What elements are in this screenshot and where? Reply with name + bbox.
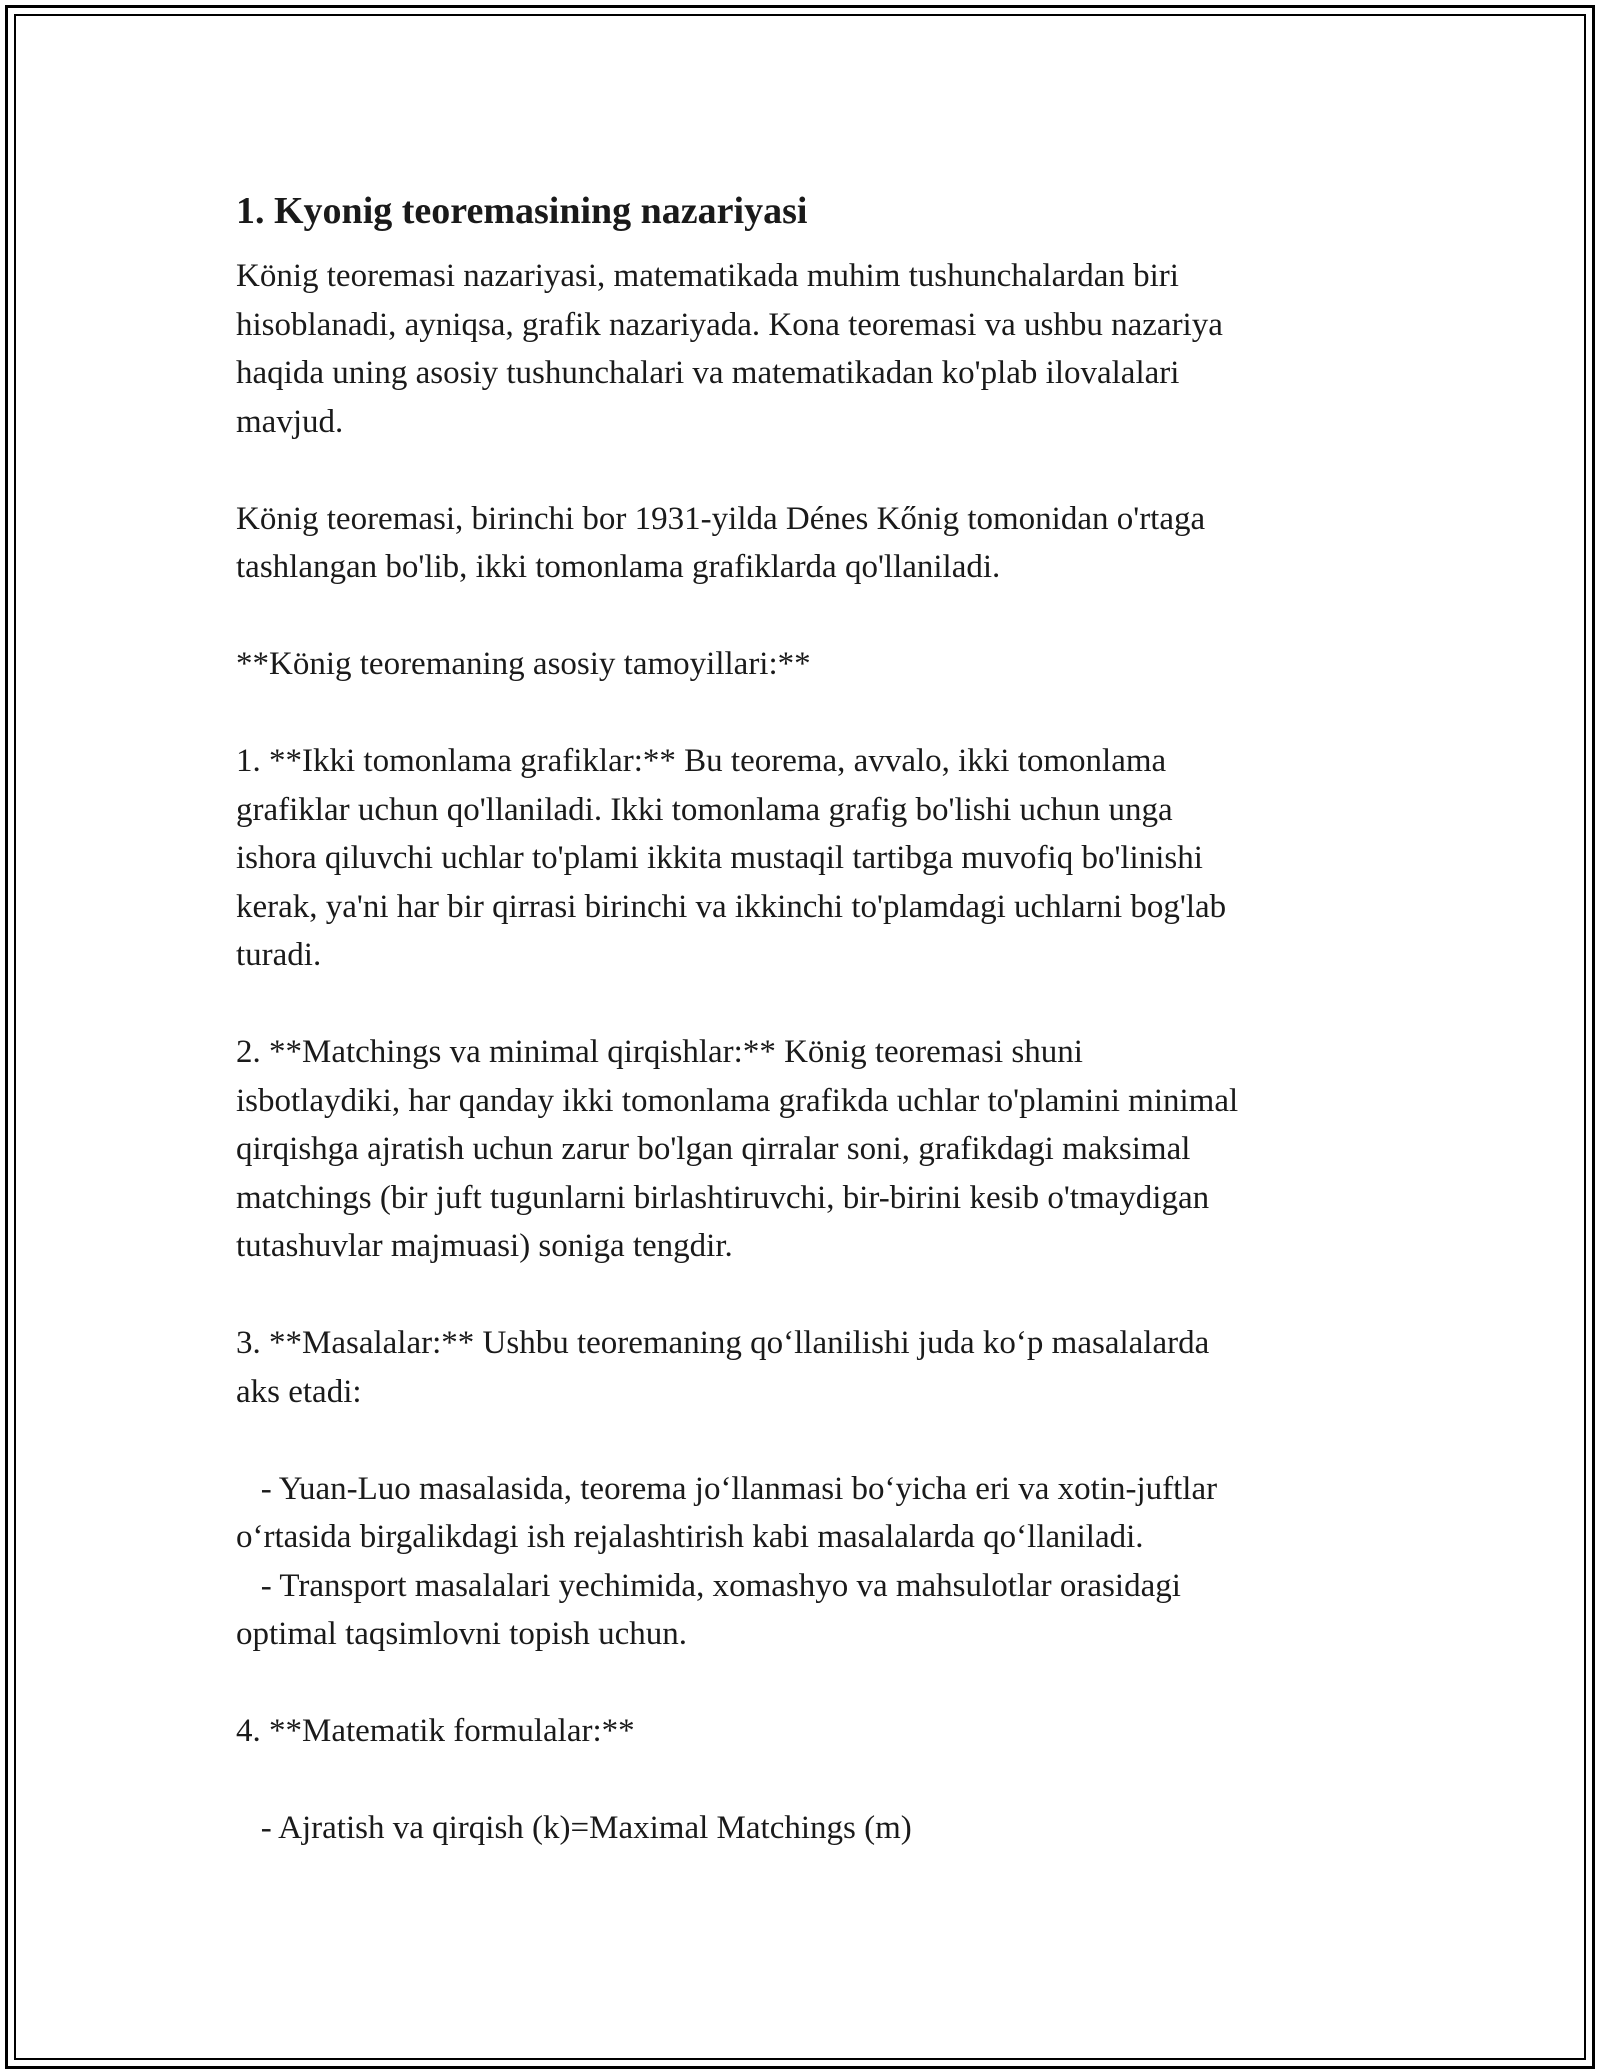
list-item-bipartite: 1. **Ikki tomonlama grafiklar:** Bu teorema, avvalo, ikki tomonlama grafiklar uchun qo'llaniladi. Ikki tomonlama grafig bo'lishi uchun unga ishora qiluvchi uchlar to'plami ikkita mustaqil tartibga muvofiq bo'linishi kerak, ya'ni har bir qirrasi birinchi va ikkinchi to'plamdagi uchlarni bog'lab turadi.: [236, 743, 1227, 973]
paragraph-gap: [236, 1271, 1366, 1320]
formula-line: - Ajratish va qirqish (k)=Maximal Matchings (m): [236, 1810, 912, 1846]
paragraph-gap: [236, 446, 1366, 495]
list-item-problems: 3. **Masalalar:** Ushbu teoremaning qoʻllanilishi juda koʻp masalalarda aks etadi:: [236, 1325, 1210, 1410]
document-body: [236, 186, 1366, 1853]
page-title: 1. Kyonig teoremasining nazariyasi: [236, 190, 808, 232]
paragraph-gap: [236, 592, 1366, 641]
paragraph-gap: [236, 689, 1366, 738]
list-item-formulas: 4. **Matematik formulalar:**: [236, 1713, 635, 1749]
paragraph-gap: [236, 1756, 1366, 1805]
list-item-matchings: 2. **Matchings va minimal qirqishlar:** König teoremasi shuni isbotlaydiki, har qanday ikki tomonlama grafikda uchlar to'plamini minimal qirqishga ajratish uchun zarur bo'lgan qirralar soni, grafikdagi maksimal matchings (bir juft tugunlarni birlashtiruvchi, bir-birini kesib o'tmaydigan tutashuvlar majmuasi) soniga tengdir.: [236, 1034, 1239, 1264]
paragraph-gap: [236, 1416, 1366, 1465]
history-paragraph: König teoremasi, birinchi bor 1931-yilda Dénes Kőnig tomonidan o'rtaga tashlangan bo'lib, ikki tomonlama grafiklarda qo'llaniladi.: [236, 500, 1206, 585]
paragraph-gap: [236, 980, 1366, 1029]
principles-heading: **König teoremaning asosiy tamoyillari:**: [236, 646, 811, 682]
sub-list-problems: - Yuan-Luo masalasida, teorema joʻllanmasi boʻyicha eri va xotin-juftlar oʻrtasida birgalikdagi ish rejalashtirish kabi masalalarda qoʻllaniladi. - Transport masalalari yechimida, xomashyo va mahsulotlar orasidagi optimal taqsimlovni topish uchun.: [236, 1470, 1218, 1652]
paragraph-gap: [236, 1659, 1366, 1708]
intro-paragraph: König teoremasi nazariyasi, matematikada muhim tushunchalardan biri hisoblanadi, ayniqsa, grafik nazariyada. Kona teoremasi va ushbu nazariya haqida uning asosiy tushunchalari va matematikadan ko'plab ilovalalari mavjud.: [236, 258, 1223, 440]
